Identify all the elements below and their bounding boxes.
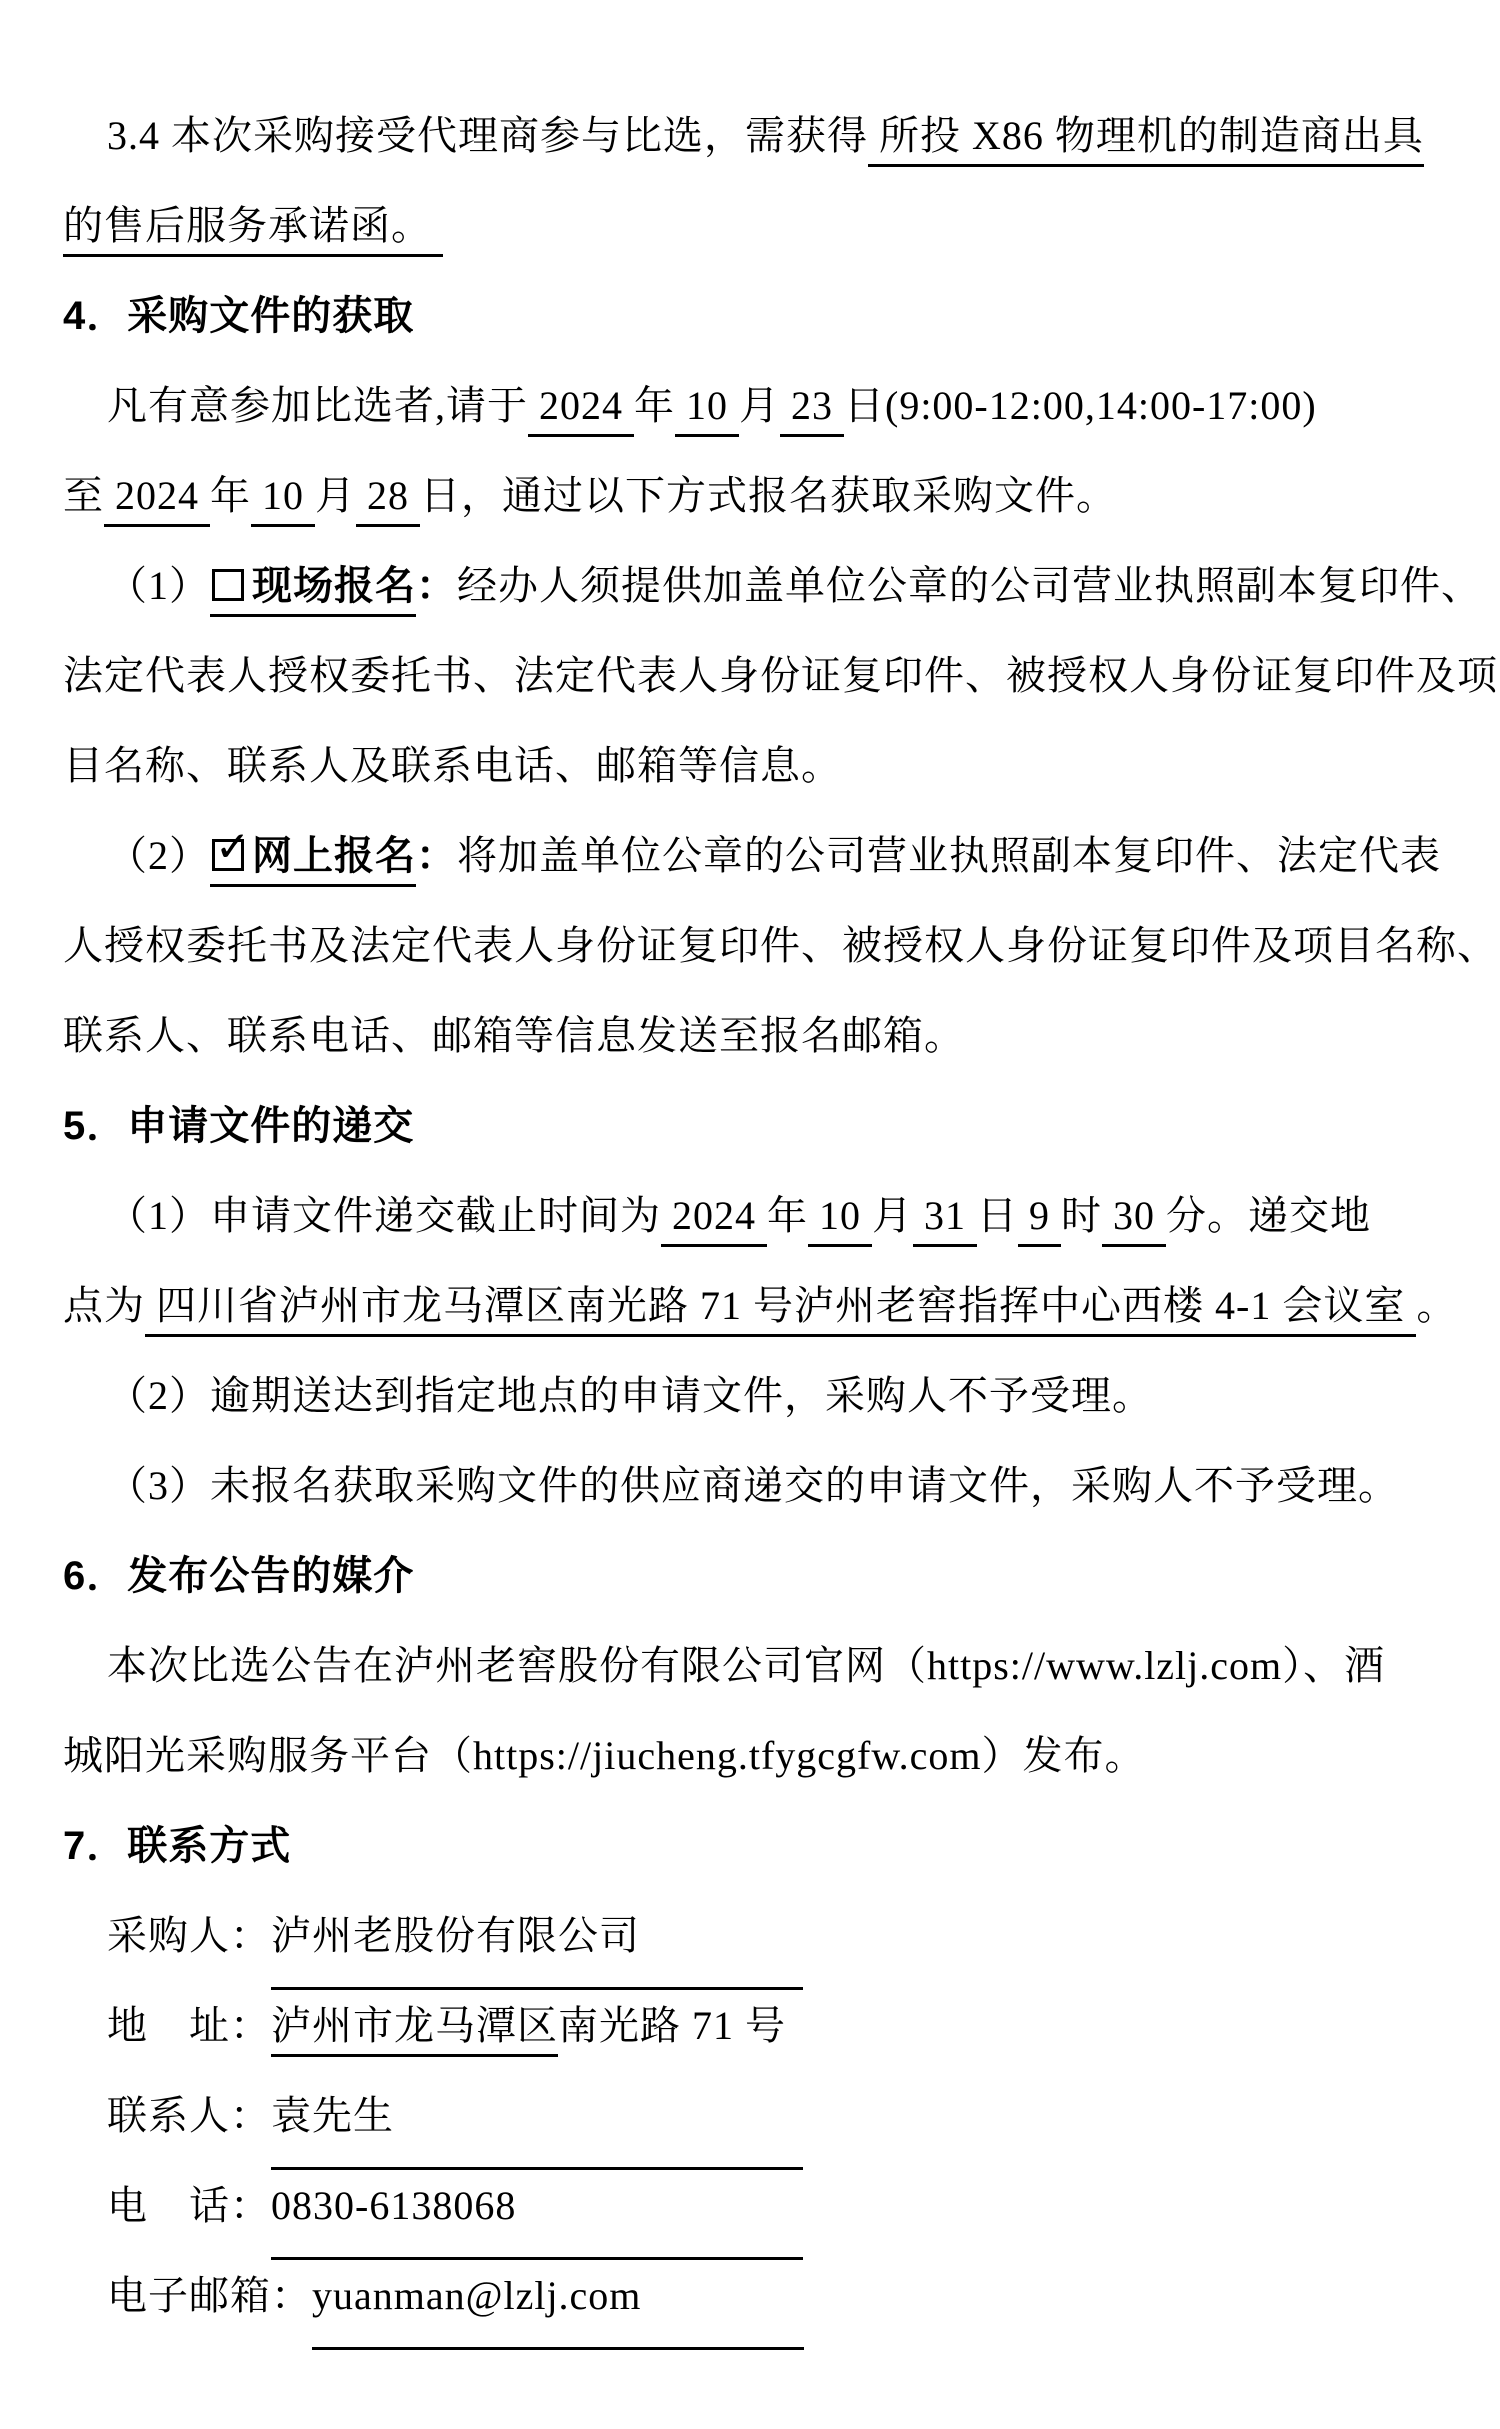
document-line bbox=[63, 91, 1440, 181]
document-line bbox=[63, 2071, 1440, 2161]
text-segment: yuanman@lzlj.com bbox=[312, 2251, 804, 2350]
text-segment: 日 bbox=[977, 1193, 1018, 1238]
text-segment: 年 bbox=[767, 1193, 808, 1238]
text-segment: 电 话： bbox=[107, 2183, 271, 2228]
checkbox-checked-glyph bbox=[212, 839, 244, 871]
text-segment: 月 bbox=[739, 383, 780, 428]
text-segment: 5．申请文件的递交 bbox=[63, 1104, 415, 1148]
text-segment: 泸州老股份有限公司 bbox=[271, 1891, 803, 1990]
text-segment: 10 bbox=[675, 383, 739, 437]
text-segment: 7．联系方式 bbox=[63, 1824, 292, 1868]
text-segment: 月 bbox=[872, 1193, 913, 1238]
document-line bbox=[63, 1261, 1458, 1351]
text-segment: 的售后服务承诺函。 bbox=[63, 203, 443, 257]
text-segment: 分。递交地 bbox=[1166, 1193, 1371, 1238]
text-segment: 日，通过以下方式报名获取采购文件。 bbox=[420, 473, 1117, 518]
text-segment: 地 址： bbox=[107, 2003, 271, 2048]
text-segment: 9 bbox=[1018, 1193, 1061, 1247]
text-segment: 31 bbox=[913, 1193, 977, 1247]
document-line bbox=[63, 721, 1440, 811]
text-segment: 6．发布公告的媒介 bbox=[63, 1554, 415, 1598]
text-segment: 28 bbox=[356, 473, 420, 527]
checked-checkbox-icon bbox=[210, 833, 252, 887]
text-segment: ： bbox=[416, 833, 457, 878]
document-line bbox=[63, 2161, 1440, 2251]
text-segment: 法定代表人授权委托书、法定代表人身份证复印件、被授权人身份证复印件及项 bbox=[63, 653, 1498, 698]
text-segment: 23 bbox=[780, 383, 844, 437]
text-segment: 目名称、联系人及联系电话、邮箱等信息。 bbox=[63, 743, 842, 788]
text-segment: 日(9:00-12:00,14:00-17:00) bbox=[844, 383, 1317, 428]
text-segment: （1） bbox=[107, 563, 210, 608]
text-segment: 南光路 71 号 bbox=[558, 2003, 786, 2048]
text-segment: 。 bbox=[1416, 1283, 1458, 1328]
text-segment: 联系人、联系电话、邮箱等信息发送至报名邮箱。 bbox=[63, 1013, 965, 1058]
document-line bbox=[63, 1351, 1440, 1441]
checkbox-empty-glyph bbox=[212, 569, 244, 601]
text-segment: （1）申请文件递交截止时间为 bbox=[107, 1193, 661, 1238]
section-heading bbox=[63, 271, 1440, 361]
text-segment: （2）逾期送达到指定地点的申请文件，采购人不予受理。 bbox=[107, 1373, 1153, 1418]
document-line bbox=[63, 1171, 1440, 1261]
text-segment: 四川省泸州市龙马潭区南光路 71 号泸州老窖指挥中心西楼 4-1 会议室 bbox=[145, 1283, 1416, 1337]
text-segment: 网上报名 bbox=[252, 833, 416, 887]
text-segment: 年 bbox=[210, 473, 251, 518]
section-heading bbox=[63, 1081, 1440, 1171]
text-segment: 城阳光采购服务平台（https://jiucheng.tfygcgfw.com）发布。 bbox=[63, 1733, 1146, 1778]
document-line bbox=[63, 1981, 1440, 2071]
text-segment: 泸州市龙马潭区 bbox=[271, 2003, 558, 2057]
text-segment: 30 bbox=[1102, 1193, 1166, 1247]
text-segment: 10 bbox=[808, 1193, 872, 1247]
document-line bbox=[63, 2251, 1440, 2341]
text-segment: 本次比选公告在泸州老窖股份有限公司官网（https://www.lzlj.com）、酒 bbox=[107, 1643, 1386, 1688]
text-segment: 点为 bbox=[63, 1283, 145, 1328]
section-heading bbox=[63, 1531, 1440, 1621]
text-segment: 所投 X86 物理机的制造商出具 bbox=[868, 113, 1424, 167]
text-segment: 年 bbox=[634, 383, 675, 428]
text-segment: ： bbox=[416, 563, 457, 608]
empty-checkbox-icon bbox=[210, 563, 252, 617]
text-segment: 采购人： bbox=[107, 1913, 271, 1958]
document-line bbox=[63, 1621, 1440, 1711]
document-line bbox=[63, 811, 1440, 901]
text-segment: 电子邮箱： bbox=[107, 2273, 312, 2318]
text-segment: 联系人： bbox=[107, 2093, 271, 2138]
text-segment: 将加盖单位公章的公司营业执照副本复印件、法定代表 bbox=[457, 833, 1441, 878]
document-line bbox=[63, 181, 1440, 271]
text-segment: 2024 bbox=[104, 473, 210, 527]
text-segment: 凡有意参加比选者,请于 bbox=[107, 383, 528, 428]
text-segment: 现场报名 bbox=[252, 563, 416, 617]
text-segment: 3.4 本次采购接受代理商参与比选，需获得 bbox=[107, 113, 868, 158]
document-line bbox=[63, 1441, 1440, 1531]
document-line bbox=[63, 541, 1482, 631]
text-segment: 袁先生 bbox=[271, 2071, 803, 2170]
text-segment: 2024 bbox=[528, 383, 634, 437]
text-segment: 2024 bbox=[661, 1193, 767, 1247]
document-line bbox=[63, 991, 1440, 1081]
document-line bbox=[63, 1711, 1440, 1801]
document-line bbox=[63, 631, 1498, 721]
document-line bbox=[63, 361, 1440, 451]
text-segment: 经办人须提供加盖单位公章的公司营业执照副本复印件、 bbox=[457, 563, 1482, 608]
document-line bbox=[63, 451, 1440, 541]
section-heading bbox=[63, 1801, 1440, 1891]
text-segment: （2） bbox=[107, 833, 210, 878]
document-line bbox=[63, 901, 1498, 991]
text-segment: 4．采购文件的获取 bbox=[63, 294, 415, 338]
document-body bbox=[63, 91, 1498, 2341]
text-segment: 月 bbox=[315, 473, 356, 518]
text-segment: （3）未报名获取采购文件的供应商递交的申请文件，采购人不予受理。 bbox=[107, 1463, 1399, 1508]
text-segment: 10 bbox=[251, 473, 315, 527]
text-segment: 时 bbox=[1061, 1193, 1102, 1238]
text-segment: 人授权委托书及法定代表人身份证复印件、被授权人身份证复印件及项目名称、 bbox=[63, 923, 1498, 968]
text-segment: 0830-6138068 bbox=[271, 2161, 803, 2260]
document-line bbox=[63, 1891, 1440, 1981]
text-segment: 至 bbox=[63, 473, 104, 518]
